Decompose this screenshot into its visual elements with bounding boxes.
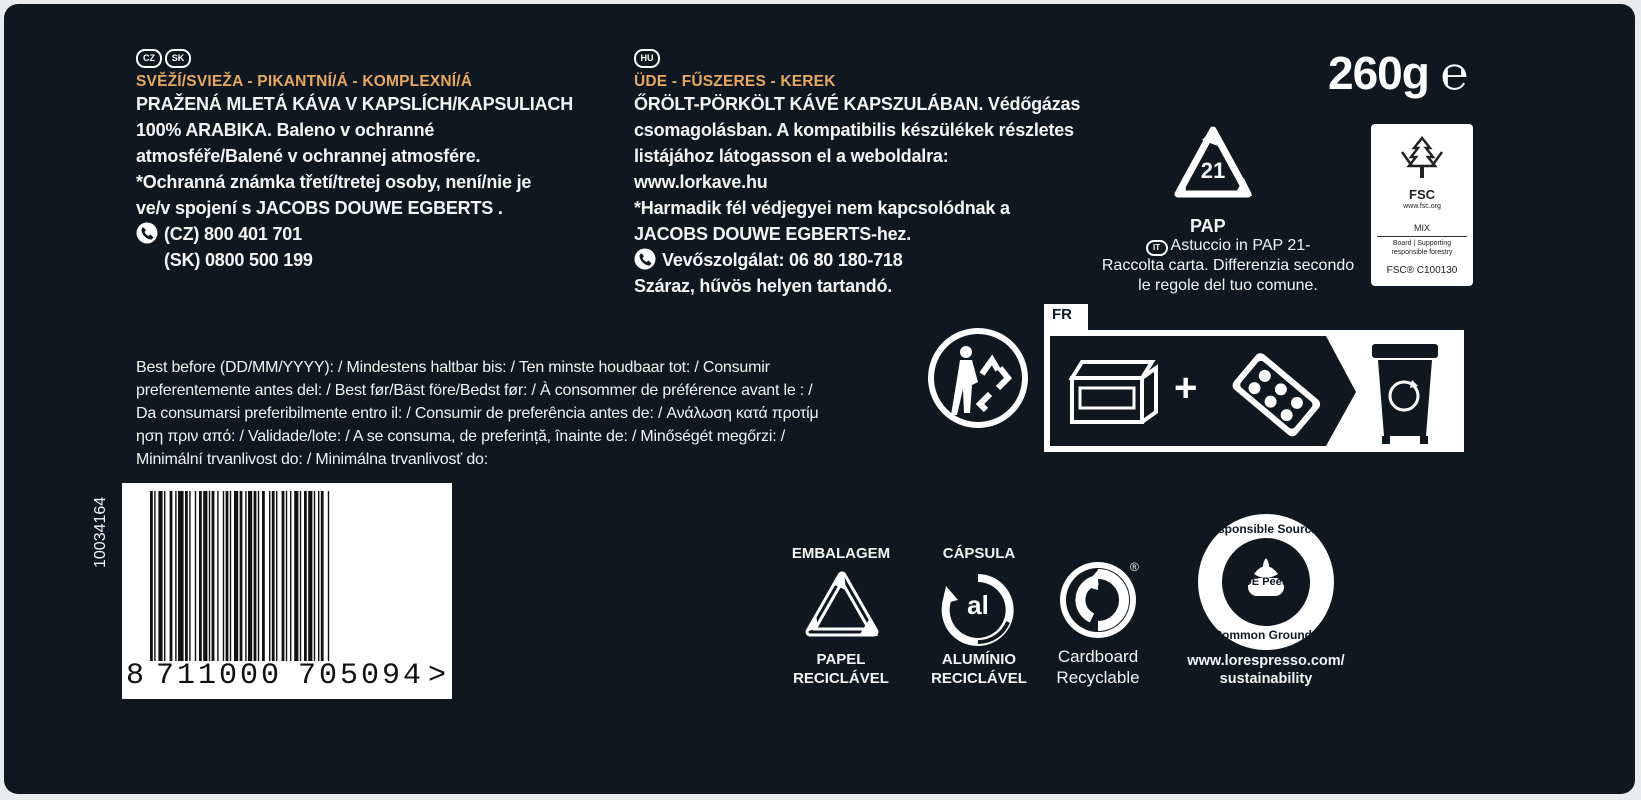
sk-badge: SK xyxy=(165,49,191,68)
green-dot-registered: ® xyxy=(1130,560,1139,574)
cz-sk-line: ve/v spojení s JACOBS DOUWE EGBERTS . xyxy=(136,198,503,218)
lang-badges xyxy=(136,48,573,68)
cz-sk-line: *Ochranná známka třetí/tretej osoby, není/nie je xyxy=(136,172,532,192)
best-before-line: Best before (DD/MM/YYYY): / Mindestens haltbar bis: / Ten minste houdbaar tot: / Consumir xyxy=(136,359,770,376)
hu-description xyxy=(634,91,1080,299)
embalagem-bottom-1: PAPEL xyxy=(816,651,866,668)
fr-label: FR xyxy=(1052,306,1072,323)
hu-storage-note: Száraz, hűvös helyen tartandó. xyxy=(634,276,893,296)
cardboard-line-1: Cardboard xyxy=(1057,647,1139,666)
cz-sk-description xyxy=(136,91,573,273)
pap-note-line-2: Raccolta carta. Differenzia secondo xyxy=(1101,257,1355,274)
net-weight: 260g ℮ xyxy=(1328,47,1468,99)
barcode-bars xyxy=(150,491,440,661)
hu-phone-number: Vevőszolgálat: 06 80 180-718 xyxy=(662,250,903,270)
pap-note-line-3: le regole del tuo comune. xyxy=(1138,277,1318,294)
fsc-url: www.fsc.org xyxy=(1403,203,1441,210)
fsc-code: FSC® C100130 xyxy=(1386,265,1458,276)
pap-note-text: Astuccio in PAP 21- xyxy=(1170,237,1311,254)
phone-icon xyxy=(634,248,656,270)
fr-plus: + xyxy=(1174,366,1198,410)
cz-sk-line: PRAŽENÁ MLETÁ KÁVA V KAPSLÍCH/KAPSULIACH xyxy=(136,94,574,114)
capsula-bottom-1: ALUMÍNIO xyxy=(941,651,1017,668)
barcode-digits-right: 705094 xyxy=(298,659,425,693)
fsc-label xyxy=(1371,124,1473,286)
triman-icon xyxy=(924,324,1032,432)
barcode xyxy=(122,483,452,699)
package-back-panel xyxy=(4,4,1635,794)
embalagem-bottom xyxy=(786,650,896,688)
sourcing-brand: JDE Peet's xyxy=(1237,576,1295,588)
box-icon xyxy=(1066,354,1162,434)
pap-note xyxy=(1088,236,1368,296)
embalagem-top: EMBALAGEM xyxy=(791,545,891,562)
capsula-bottom-2: RECICLÁVEL xyxy=(931,670,1027,687)
fsc-tree-icon xyxy=(1392,132,1452,182)
cz-sk-line: 100% ARABIKA. Baleno v ochranné xyxy=(136,120,435,140)
cz-badge: CZ xyxy=(136,49,162,68)
hu-line: ŐRÖLT-PÖRKÖLT KÁVÉ KAPSZULÁBAN. Védőgázas xyxy=(634,94,1081,114)
hu-badge: HU xyxy=(634,49,660,68)
sk-phone-number: (SK) 0800 500 199 xyxy=(164,250,313,270)
fsc-responsible: responsible forestry xyxy=(1391,249,1453,256)
hu-block xyxy=(634,48,1080,299)
capsula-top: CÁPSULA xyxy=(942,545,1016,562)
best-before-block xyxy=(136,356,876,471)
best-before-line: preferentemente antes del: / Best før/Bäst före/Bedst før: / À consommer de préférence avant le : / xyxy=(136,382,813,399)
hu-line: www.lorkave.hu xyxy=(634,172,768,192)
hu-line: listájához látogasson el a weboldalra: xyxy=(634,146,949,166)
sourcing-url xyxy=(1156,652,1376,688)
it-badge: IT xyxy=(1146,240,1168,256)
side-code-text: 10034164 xyxy=(92,496,109,568)
hu-tagline: ÜDE - FŰSZERES - KEREK xyxy=(634,73,836,90)
hu-line: csomagolásban. A kompatibilis készülékek részletes xyxy=(634,120,1074,140)
capsule-tray-icon xyxy=(1222,344,1332,444)
pap-number: 21 xyxy=(1200,158,1226,183)
best-before-line: Da consumarsi preferibilmente entro il: / Consumir de preferência antes de: / Ανάλωση κατά προτίμ xyxy=(136,405,819,422)
barcode-digits-left: 711000 xyxy=(156,659,283,693)
cardboard-line-2: Recyclable xyxy=(1056,668,1140,687)
cz-phone-number: (CZ) 800 401 701 xyxy=(164,224,302,244)
pap-recycle-symbol xyxy=(1170,124,1256,214)
best-before-line: ηση πριν από: / Validade/lote: / A se consuma, de preferință, înainte de: / Minőségét megőrzi: / xyxy=(136,428,785,445)
sourcing-top-arc: Responsible Sourcing xyxy=(1202,522,1330,536)
fr-sorting-panel xyxy=(1040,300,1470,456)
sourcing-url-1: www.lorespresso.com/ xyxy=(1187,653,1345,669)
cardboard-label xyxy=(1048,646,1148,688)
capsula-bottom xyxy=(924,650,1034,688)
side-code xyxy=(88,484,118,574)
fsc-board: Board | Supporting xyxy=(1392,240,1452,247)
green-dot-icon xyxy=(1058,560,1138,640)
phone-icon xyxy=(136,222,158,244)
cz-sk-block xyxy=(136,48,573,273)
hu-phone-row xyxy=(634,247,1080,273)
sourcing-url-2: sustainability xyxy=(1219,671,1313,687)
hu-line: JACOBS DOUWE EGBERTS-hez. xyxy=(634,224,912,244)
hu-line: *Harmadik fél védjegyei nem kapcsolódnak a xyxy=(634,198,1010,218)
pap-label: PAP xyxy=(1190,216,1226,236)
pap-note-line-1 xyxy=(1088,236,1368,256)
cz-phone-row xyxy=(136,221,573,247)
sourcing-bottom-arc: Common Grounds xyxy=(1213,628,1319,642)
best-before-line: Minimální trvanlivost do: / Minimálna trvanlivosť do: xyxy=(136,451,488,468)
cz-sk-tagline: SVĚŽÍ/SVIEŽA - PIKANTNÍ/Á - KOMPLEXNÍ/Á xyxy=(136,73,473,90)
barcode-arrow: > xyxy=(428,659,450,693)
responsible-sourcing-seal xyxy=(1196,512,1336,652)
cz-sk-line: atmosféře/Balené v ochrannej atmosfére. xyxy=(136,146,481,166)
embalagem-bottom-2: RECICLÁVEL xyxy=(793,670,889,687)
recycling-bin-icon xyxy=(1368,340,1442,446)
barcode-digit-first: 8 xyxy=(126,659,148,693)
fsc-logo-text: FSC xyxy=(1409,187,1435,202)
fsc-mix: MIX xyxy=(1413,223,1430,233)
recycle-arrows-icon xyxy=(804,570,880,646)
aluminium-al: al xyxy=(967,590,989,620)
